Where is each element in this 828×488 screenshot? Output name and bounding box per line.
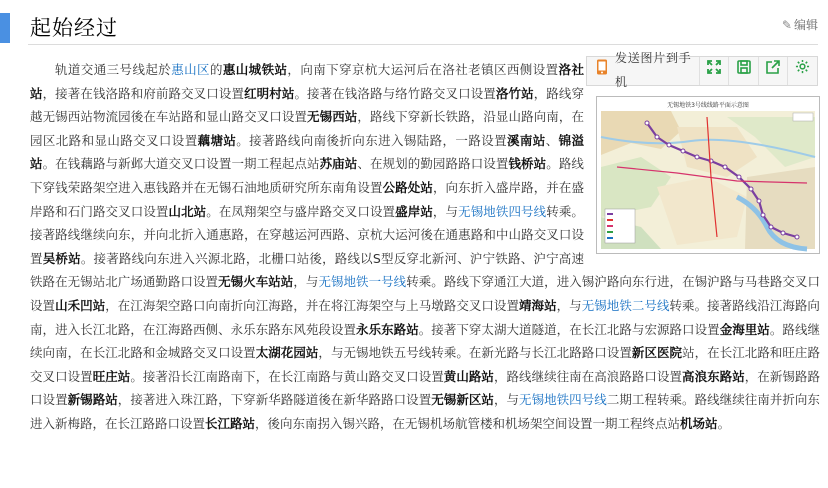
text-run: ，路线继续往南在高浪路路口设置 (493, 368, 683, 384)
text-run: 。接著沿长江南路南下，在长江南路与黄山路交叉口设置 (130, 368, 444, 384)
link-huishan-district[interactable]: 惠山区 (171, 62, 210, 77)
phone-icon (595, 59, 609, 84)
station-name: 红明村站 (244, 85, 295, 101)
station-name: 盛岸站 (395, 203, 433, 219)
text-run: ，接著进入珠江路，下穿新华路隧道後在新华路路口设置 (117, 392, 432, 408)
text-run: 。接著路线向南後折向东进入锡陆路，一路设置 (236, 132, 507, 148)
text-run: ，与 (556, 297, 582, 313)
edit-label: 编辑 (793, 18, 818, 32)
station-name: 新区医院 (631, 345, 683, 361)
text-run: ，路线下穿新长铁路，沿显山路向南，在园区北路和显山路交叉口设置 (30, 109, 584, 148)
text-run: ，向东折入盛岸路，并在盛岸路和石门路交叉口设置 (30, 179, 584, 219)
station-name: 旺庄站 (92, 368, 131, 384)
text-run: 。在凤翔架空与盛岸路交叉口设置 (206, 203, 396, 219)
expand-icon (707, 59, 721, 83)
station-name: 长江路站 (205, 415, 256, 431)
text-run: ，向南下穿京杭大运河后在洛社老镇区西侧设置 (287, 62, 559, 77)
title-divider (28, 44, 818, 45)
text-run: 轨道交通三号线起於 (55, 62, 172, 77)
link-jinghai-station[interactable] (519, 298, 557, 313)
text-run: 二期工程转乘。路线继续往南并折向东进入新梅路，在长江路路口设置 (30, 392, 820, 431)
settings-button[interactable] (788, 57, 817, 85)
send-to-phone-label: 发送图片到手机 (615, 51, 691, 89)
station-name: 靖海站 (519, 297, 557, 313)
text-run: 转乘。接著路线沿江海路向南，进入长江北路，在江海路西侧、永乐东路东风苑段设置 (30, 297, 820, 337)
station-name: 惠山城铁站 (222, 62, 288, 77)
text-run: 。 (717, 415, 731, 431)
station-name: 黄山路站 (443, 368, 494, 384)
text-run: 。接著在钱洛路与络竹路交叉口设置 (294, 85, 496, 101)
text-run: 。接著路线向东进入兴源北路， (80, 250, 259, 266)
text-run: 的 (209, 62, 223, 77)
text-run: ，後向东南拐入锡兴路，在无锡机场航管楼和机场架空间设置一期工程终点站 (255, 415, 681, 431)
station-name: 苏庙站 (319, 156, 358, 172)
station-name: 洛竹站 (495, 85, 534, 101)
station-name: 山禾凹站 (55, 297, 106, 313)
station-name: 吴桥站 (42, 250, 81, 266)
text-run: 。在钱藕路与新邺大道交叉口设置一期工程起点站 (42, 156, 320, 172)
text-run: ，与 (293, 274, 319, 290)
text-run: 。路线下穿钱荣路架空进入惠钱路并在无锡石油地质研究所东南角设置 (30, 156, 584, 195)
station-name: 洛社站 (30, 62, 584, 101)
station-name: 金海里站 (719, 321, 770, 337)
station-name: 藕塘站 (197, 132, 237, 148)
route-map-figure (596, 51, 820, 256)
share-button[interactable] (759, 57, 789, 85)
link-metro-line-4-phase2[interactable]: 无锡地铁四号线 (519, 392, 607, 408)
text-run: 站，在长江北路和旺庄路交叉口设置 (30, 345, 820, 384)
edit-button[interactable] (782, 16, 818, 33)
save-button[interactable] (729, 57, 759, 85)
station-name: 山北站 (168, 203, 207, 219)
settings-icon (795, 59, 810, 83)
text-run: ，在新锡路路口设置 (30, 368, 820, 408)
link-metro-line-1[interactable]: 无锡地铁一号线 (318, 274, 407, 290)
text-run: ，路线穿越无锡西站物流园後在车站路和显山路交叉口设置 (30, 85, 584, 125)
section-accent-bar (0, 13, 10, 43)
text-run: 。路线继续向南，在长江北路和金城路交叉口设置 (30, 321, 820, 361)
station-name: 锦溢站 (30, 132, 584, 172)
text-run: 转乘。接著路线继续向东，并向北折入通惠路，在穿越运河西路、京杭大运河後在通惠路和中山路交叉口设置 (30, 203, 584, 266)
text-run: ，在江海架空路口向南折向江海路，并在将江海架空与上马墩路交叉口设置 (105, 297, 520, 313)
text-run: 、 (545, 132, 559, 148)
station-name: 无锡火车站站 (218, 274, 294, 290)
station-name: 溪南站 (507, 132, 546, 148)
link-metro-line-2[interactable]: 无锡地铁二号线 (581, 297, 670, 313)
expand-button[interactable] (700, 57, 730, 85)
station-name: 钱桥站 (508, 156, 547, 172)
text-run: 、在规划的勤园路路口设置 (357, 156, 509, 172)
station-name: 永乐东路站 (356, 321, 419, 337)
link-wuxi-railway-station[interactable] (218, 274, 293, 289)
text-run: ，与 (493, 392, 520, 408)
text-run: 北栅口站後，路线以S型反穿北新河、沪宁铁路、沪宁高速铁路在无锡站北广场通勤路口设置 (30, 250, 584, 290)
image-toolbar (586, 51, 818, 89)
map-title: 无锡地铁3号线线路平面示意图 (667, 102, 749, 109)
text-run: 。接著下穿太湖大道隧道，在长江北路与宏源路口设置 (418, 321, 720, 337)
share-icon (766, 59, 780, 83)
station-name: 机场站 (680, 415, 718, 431)
send-to-phone-button[interactable] (587, 51, 700, 89)
station-name: 太湖花园站 (255, 345, 319, 361)
station-name: 无锡西站 (307, 109, 358, 125)
text-run: 转乘。路线下穿通江大道，进入锡沪路向东行进，在锡沪路与马巷路交叉口设置 (30, 274, 820, 313)
link-metro-line-4[interactable]: 无锡地铁四号线 (458, 203, 547, 219)
article-body (30, 51, 820, 436)
text-run: ，接著在钱洛路和府前路交叉口设置 (42, 85, 245, 101)
station-name: 无锡新区站 (431, 392, 494, 408)
save-icon (737, 59, 751, 83)
station-name: 高浪东路站 (682, 368, 745, 384)
station-name: 公路处站 (382, 179, 433, 195)
text-run: ，与 (432, 203, 459, 219)
text-run: ，与无锡地铁五号线转乘。在新光路与长江北路路口设置 (318, 345, 632, 361)
section-title: 起始经过 (30, 16, 118, 40)
station-name: 新锡路站 (67, 392, 118, 408)
pencil-icon: ✎ (781, 17, 792, 32)
route-map-image[interactable] (596, 96, 820, 254)
